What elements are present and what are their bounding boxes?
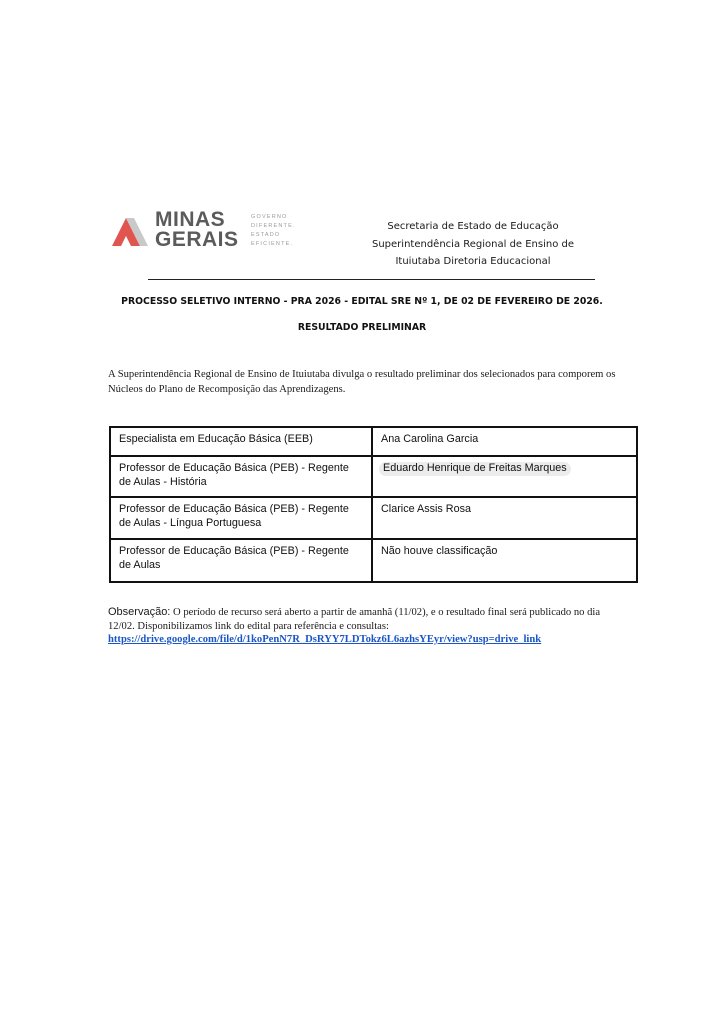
results-table	[109, 426, 638, 583]
header-divider	[148, 279, 595, 280]
candidate-cell: Ana Carolina Garcia	[372, 427, 637, 456]
logo-wordmark	[155, 210, 239, 250]
minas-gerais-triangle-icon	[112, 214, 148, 246]
minas-gerais-logo	[112, 210, 302, 254]
organization-header	[372, 218, 574, 271]
logo-tagline-1: GOVERNO	[251, 214, 288, 220]
logo-tagline-2: DIFERENTE.	[251, 223, 296, 229]
logo-tagline-4: EFICIENTE.	[251, 241, 294, 247]
logo-tagline	[251, 213, 296, 249]
document-subtitle: RESULTADO PRELIMINAR	[297, 322, 427, 333]
org-line-3: Ituiutaba Diretoria Educacional	[395, 256, 551, 267]
candidate-cell	[372, 456, 637, 497]
edital-link[interactable]: https://drive.google.com/file/d/1koPenN7R_DsRYY7LDTokz6L6azhsYEyr/view?usp=drive_link	[108, 634, 542, 645]
role-cell: Professor de Educação Básica (PEB) - Regente de Aulas - Língua Portuguesa	[110, 497, 372, 539]
table-row	[110, 427, 637, 456]
logo-tagline-3: ESTADO	[251, 232, 281, 238]
observation-label: Observação:	[108, 606, 171, 618]
logo-line-1: MINAS	[155, 208, 226, 231]
org-line-1: Secretaria de Estado de Educação	[387, 221, 559, 232]
candidate-cell: Não houve classificação	[372, 539, 637, 582]
role-cell: Professor de Educação Básica (PEB) - Regente de Aulas	[110, 539, 372, 582]
table-row	[110, 497, 637, 539]
role-cell: Especialista em Educação Básica (EEB)	[110, 427, 372, 456]
observation-paragraph	[108, 606, 628, 647]
candidate-chip[interactable]: Eduardo Henrique de Freitas Marques	[379, 462, 571, 476]
observation-text: O período de recurso será aberto a partir de amanhã (11/02), e o resultado final será publicado no dia 12/02. Disponibilizamos link do edital para referência e consultas:	[108, 607, 601, 632]
candidate-cell: Clarice Assis Rosa	[372, 497, 637, 539]
logo-line-2: GERAIS	[155, 228, 239, 251]
role-cell: Professor de Educação Básica (PEB) - Regente de Aulas - História	[110, 456, 372, 497]
document-title: PROCESSO SELETIVO INTERNO - PRA 2026 - EDITAL SRE Nº 1, DE 02 DE FEVEREIRO DE 2026.	[121, 296, 603, 307]
intro-paragraph: A Superintendência Regional de Ensino de Ituiutaba divulga o resultado preliminar dos selecionados para comporem os Núcleos do Plano de Recomposição das Aprendizagens.	[108, 369, 616, 395]
table-row	[110, 539, 637, 582]
org-line-2: Superintendência Regional de Ensino de	[372, 238, 575, 250]
table-row	[110, 456, 637, 497]
